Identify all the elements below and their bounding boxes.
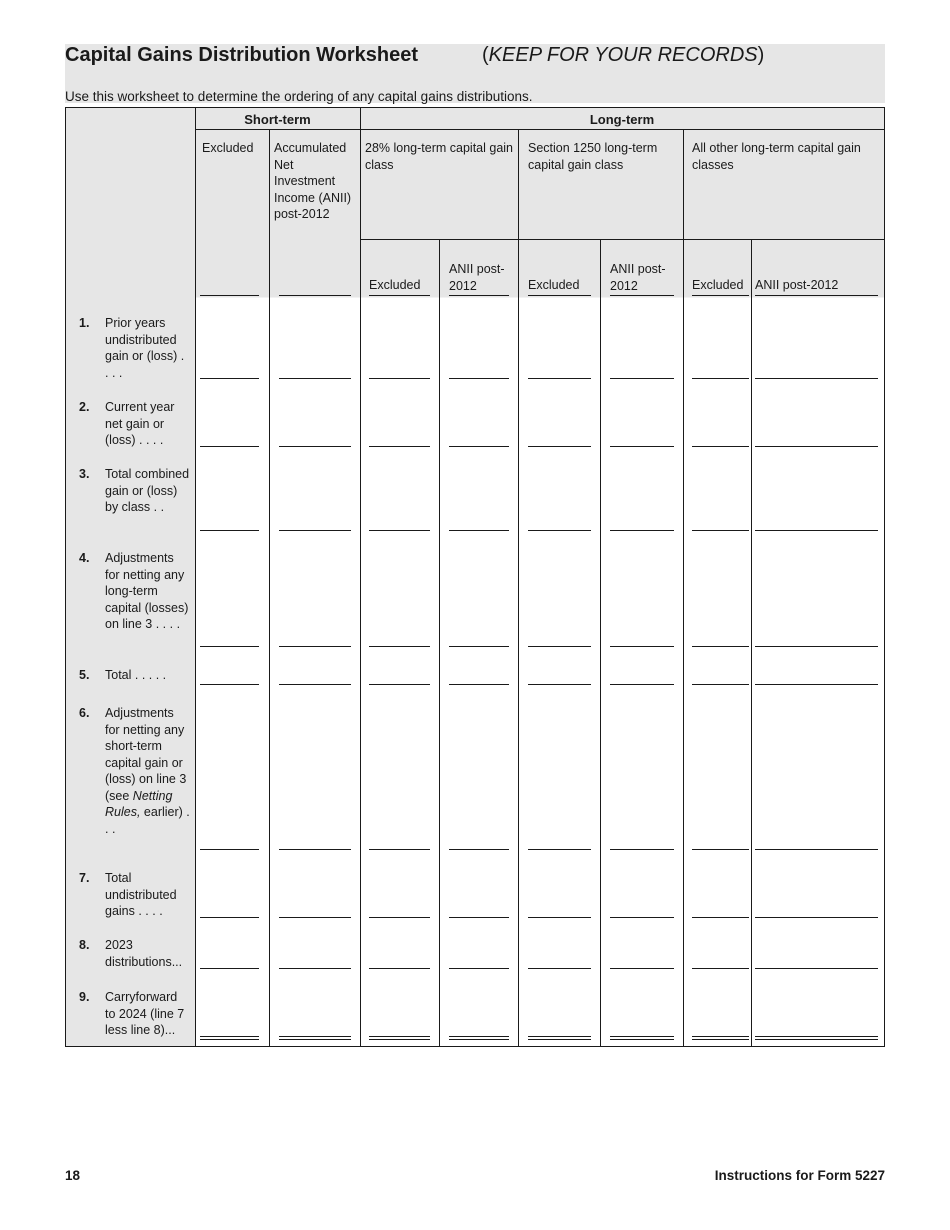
- row-3-number: 3.: [79, 467, 90, 481]
- col-short-excluded: Excluded: [202, 141, 254, 155]
- row-8-number: 8.: [79, 938, 90, 952]
- sub-other-excluded: Excluded: [692, 278, 744, 292]
- group-long-term: Long-term: [589, 112, 655, 127]
- group-short-term: Short-term: [244, 112, 311, 127]
- row-7-number: 7.: [79, 871, 90, 885]
- row-6-label-a: Adjustments for netting any short-term capital gain or (loss) on line 3 (see: [105, 706, 187, 803]
- row-3-label: Total combined gain or (loss) by class . .: [105, 467, 190, 514]
- row-1-number: 1.: [79, 316, 90, 330]
- row-6-label-b: earlier) . . .: [105, 805, 190, 836]
- sub-28-excluded: Excluded: [369, 278, 421, 292]
- subtitle-open-paren: (: [482, 44, 489, 66]
- entry-lines: [200, 296, 878, 1040]
- shade-stub: [66, 108, 196, 298]
- subtitle-close-paren: ): [757, 44, 765, 66]
- row-5-label: Total . . . . .: [105, 668, 167, 682]
- row-4-label: Adjustments for netting any long-term capital (losses) on line 3 . . . .: [105, 551, 189, 631]
- sub-1250-excluded: Excluded: [528, 278, 580, 292]
- col-28pct-class: 28% long-term capital gain class: [365, 141, 513, 172]
- worksheet-title: Capital Gains Distribution Worksheet: [65, 44, 419, 66]
- intro-text: Use this worksheet to determine the ordering of any capital gains distributions.: [65, 89, 533, 104]
- row-9-number: 9.: [79, 990, 90, 1004]
- form-name: Instructions for Form 5227: [714, 1168, 885, 1183]
- row-6-label-italic: Netting Rules,: [105, 788, 173, 819]
- shade-long-top: [361, 108, 885, 240]
- row-8-label: 2023 distributions...: [105, 938, 183, 969]
- col-other-class: All other long-term capital gain classes: [692, 141, 861, 172]
- row-2-number: 2.: [79, 400, 90, 414]
- sub-1250-anii: ANII post-2012: [610, 262, 666, 293]
- row-2-label: Current year net gain or (loss) . . . .: [105, 400, 175, 447]
- row-4-number: 4.: [79, 551, 90, 565]
- col-1250-class: Section 1250 long-term capital gain class: [528, 141, 658, 172]
- row-1-label: Prior years undistributed gain or (loss) . . . .: [105, 316, 185, 380]
- row-7-label: Total undistributed gains . . . .: [105, 871, 177, 918]
- row-9-label: Carryforward to 2024 (line 7 less line 8)...: [105, 990, 185, 1037]
- row-6-label: [105, 705, 191, 837]
- subtitle-keep-records: KEEP FOR YOUR RECORDS: [488, 44, 758, 66]
- row-5-number: 5.: [79, 668, 90, 682]
- sub-28-anii: ANII post-2012: [449, 262, 505, 293]
- col-short-anii: Accumulated Net Investment Income (ANII) post-2012: [274, 141, 352, 221]
- sub-other-anii: ANII post-2012: [755, 278, 839, 292]
- row-6-number: 6.: [79, 706, 90, 720]
- page-number: 18: [65, 1168, 81, 1183]
